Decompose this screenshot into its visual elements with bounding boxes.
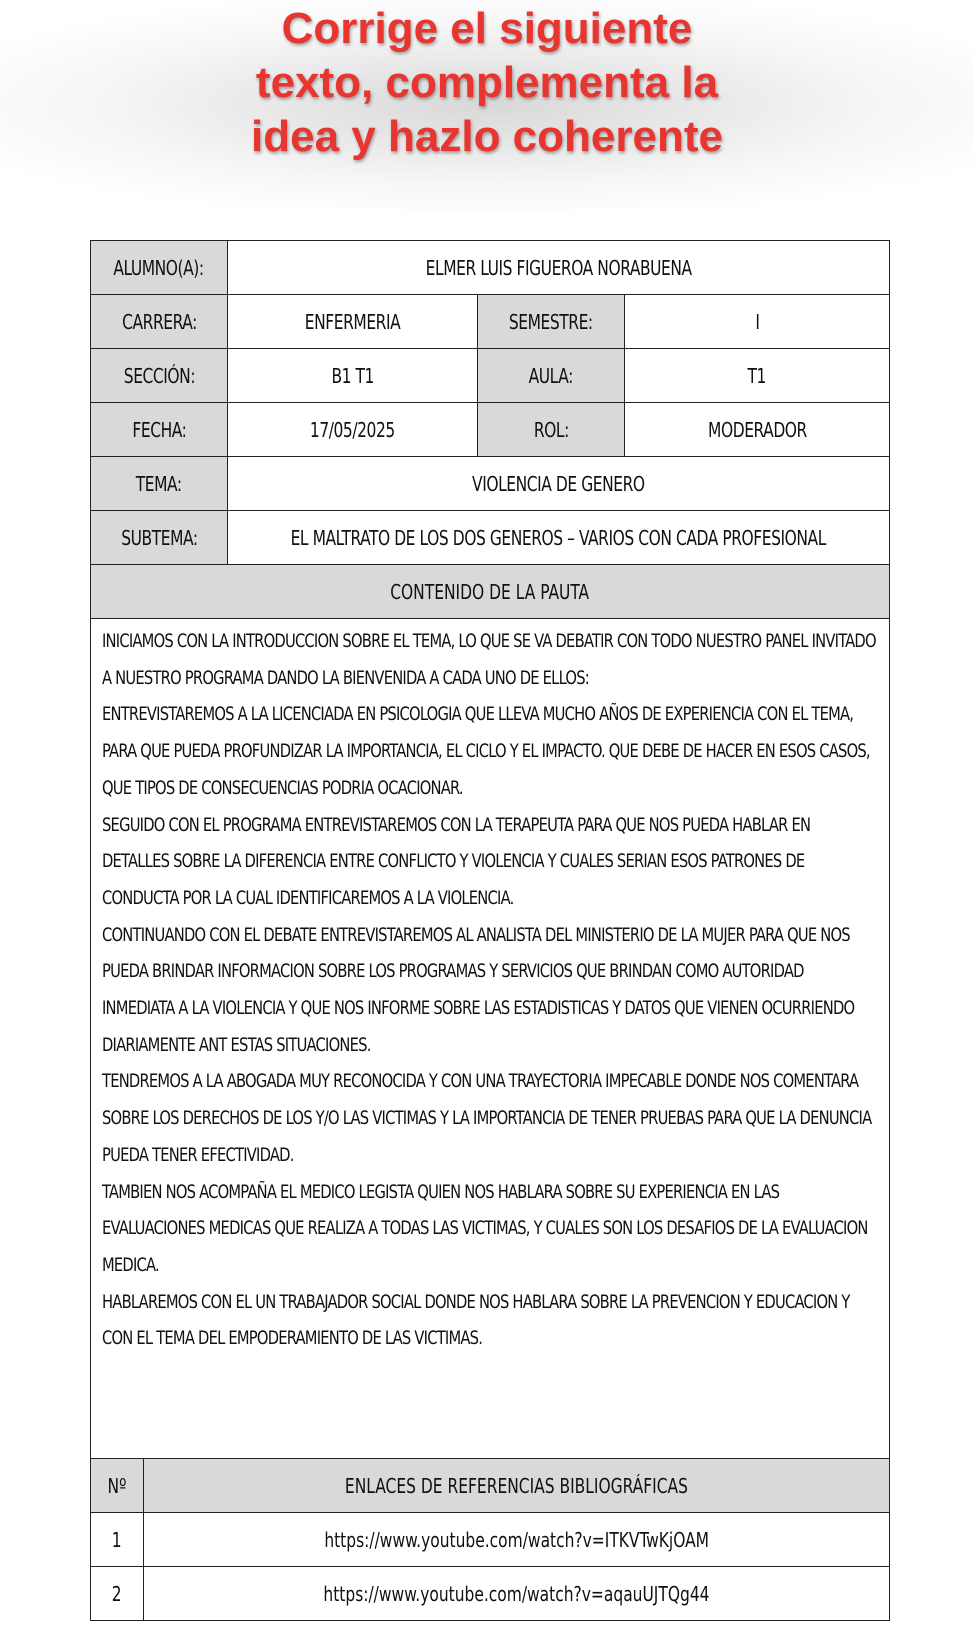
content-paragraph: HABLAREMOS CON EL UN TRABAJADOR SOCIAL DONDE NOS HABLARA SOBRE LA PREVENCION Y EDUCACION Y CON EL TEMA DEL EMPODERAMIENTO DE LAS VICTIMAS. [102, 1290, 850, 1350]
subtema-value: EL MALTRATO DE LOS DOS GENEROS – VARIOS CON CADA PROFESIONAL [290, 525, 827, 550]
instruction-line-3: idea y hazlo coherente [251, 112, 723, 161]
alumno-value: ELMER LUIS FIGUEROA NORABUENA [425, 255, 692, 280]
content-heading: CONTENIDO DE LA PAUTA [91, 565, 889, 619]
reference-num: 2 [91, 1567, 144, 1620]
fecha-row [91, 403, 889, 457]
tema-value: VIOLENCIA DE GENERO [472, 471, 645, 496]
reference-row [91, 1567, 889, 1620]
seccion-value: B1 T1 [228, 349, 478, 402]
rol-value: MODERADOR [707, 417, 807, 442]
content-paragraph: SEGUIDO CON EL PROGRAMA ENTREVISTAREMOS CON LA TERAPEUTA PARA QUE NOS PUEDA HABLAR EN DETALLES SOBRE LA DIFERENCIA ENTRE CONFLICTO Y VIOLENCIA Y CUALES SERIAN ESOS PATRONES DE CONDUCTA POR LA CUAL IDENTIFICAREMOS A LA VIOLENCIA. [102, 813, 811, 909]
subtema-row [91, 511, 889, 565]
carrera-value: ENFERMERIA [228, 295, 478, 348]
debate-form [90, 240, 890, 1621]
reference-num: 1 [91, 1513, 144, 1566]
content-paragraph: TAMBIEN NOS ACOMPAÑA EL MEDICO LEGISTA QUIEN NOS HABLARA SOBRE SU EXPERIENCIA EN LAS EVALUACIONES MEDICAS QUE REALIZA A TODAS LAS VICTIMAS, Y CUALES SON LOS DESAFIOS DE LA EVALUACION MEDICA. [102, 1180, 868, 1276]
instruction-line-2: texto, complementa la [255, 58, 719, 107]
tema-label: TEMA: [91, 457, 228, 510]
carrera-label: CARRERA: [91, 295, 228, 348]
content-body [91, 619, 889, 1459]
fecha-label: FECHA: [91, 403, 228, 456]
aula-label: AULA: [478, 349, 625, 402]
content-paragraph: ENTREVISTAREMOS A LA LICENCIADA EN PSICOLOGIA QUE LLEVA MUCHO AÑOS DE EXPERIENCIA CON EL TEMA, PARA QUE PUEDA PROFUNDIZAR LA IMPORTANCIA, EL CICLO Y EL IMPACTO. QUE DEBE DE HACER EN ESOS CASOS, QUE TIPOS DE CONSECUENCIAS PODRIA OCACIONAR. [102, 703, 870, 799]
instruction-banner [0, 0, 974, 210]
semestre-value: I [754, 309, 760, 334]
fecha-value: 17/05/2025 [228, 403, 478, 456]
reference-link[interactable]: https://www.youtube.com/watch?v=aqauUJTQg44 [323, 1581, 710, 1606]
references-links-header: ENLACES DE REFERENCIAS BIBLIOGRÁFICAS [344, 1473, 689, 1498]
instruction-line-1: Corrige el siguiente [281, 4, 693, 53]
aula-value: T1 [747, 363, 767, 388]
references-header [91, 1459, 889, 1513]
alumno-label: ALUMNO(A): [91, 241, 228, 294]
reference-link[interactable]: https://www.youtube.com/watch?v=ITKVTwKjOAM [324, 1527, 709, 1552]
subtema-label: SUBTEMA: [91, 511, 228, 564]
content-paragraph: CONTINUANDO CON EL DEBATE ENTREVISTAREMOS AL ANALISTA DEL MINISTERIO DE LA MUJER PARA QUE NOS PUEDA BRINDAR INFORMACION SOBRE LOS PROGRAMAS Y SERVICIOS QUE BRINDAN COMO AUTORIDAD INMEDIATA A LA VIOLENCIA Y QUE NOS INFORME SOBRE LAS ESTADISTICAS Y DATOS QUE VIENEN OCURRIENDO DIARIAMENTE ANT ESTAS SITUACIONES. [102, 923, 855, 1056]
rol-label: ROL: [478, 403, 625, 456]
seccion-row [91, 349, 889, 403]
tema-row [91, 457, 889, 511]
content-paragraph: TENDREMOS A LA ABOGADA MUY RECONOCIDA Y CON UNA TRAYECTORIA IMPECABLE DONDE NOS COMENTARA SOBRE LOS DERECHOS DE LOS Y/O LAS VICTIMAS Y LA IMPORTANCIA DE TENER PRUEBAS PARA QUE LA DENUNCIA PUEDA TENER EFECTIVIDAD. [102, 1070, 872, 1166]
carrera-row [91, 295, 889, 349]
reference-row [91, 1513, 889, 1567]
instruction-title [0, 2, 974, 164]
seccion-label: SECCIÓN: [91, 349, 228, 402]
content-paragraph: INICIAMOS CON LA INTRODUCCION SOBRE EL TEMA, LO QUE SE VA DEBATIR CON TODO NUESTRO PANEL INVITADO A NUESTRO PROGRAMA DANDO LA BIENVENIDA A CADA UNO DE ELLOS: [102, 630, 876, 689]
semestre-label: SEMESTRE: [478, 295, 625, 348]
references-num-header: Nº [91, 1459, 144, 1512]
alumno-row [91, 241, 889, 295]
